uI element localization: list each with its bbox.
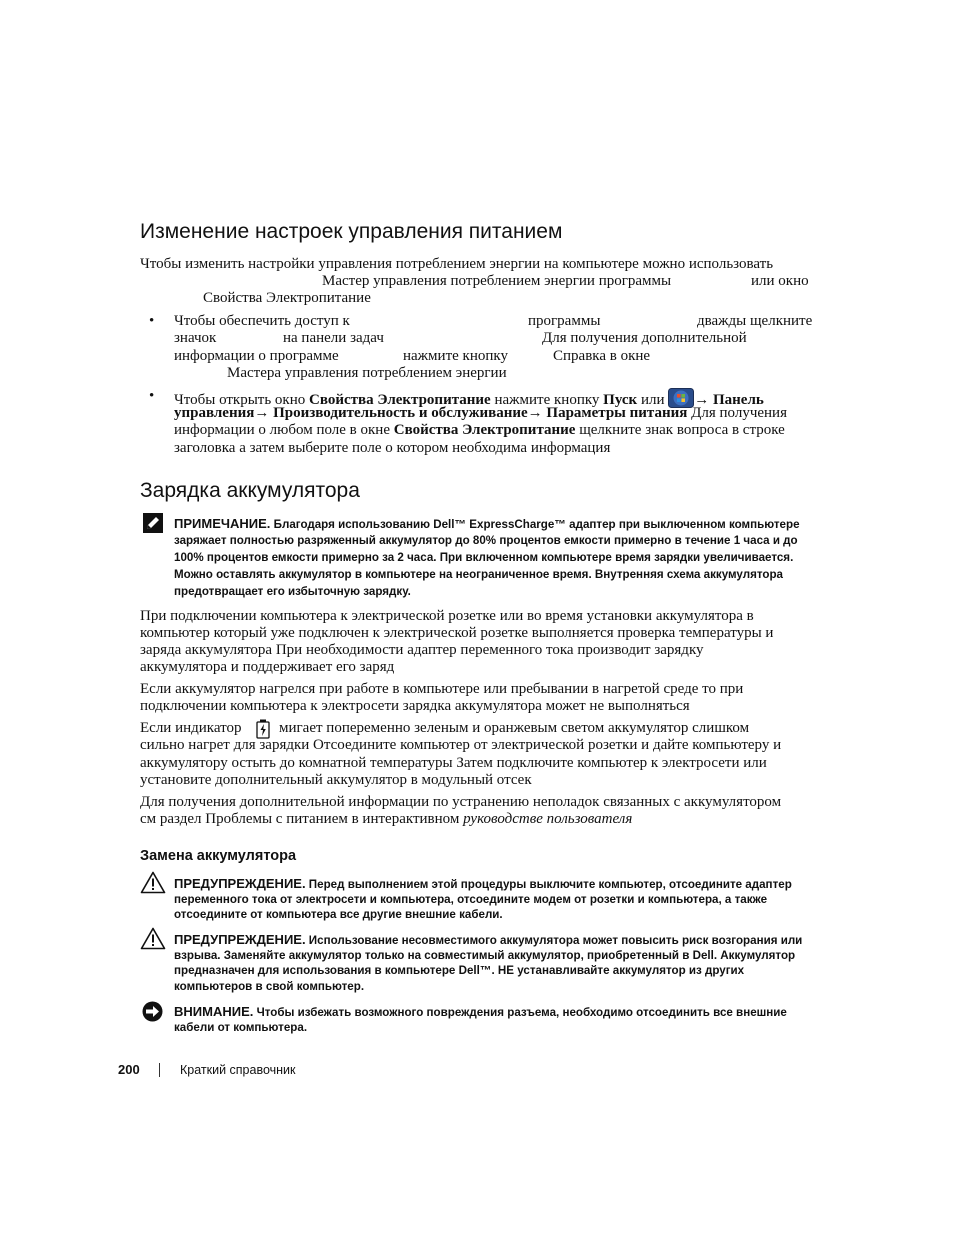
- para1-line-1: При подключении компьютера к электрической розетке или во время установки аккумулятора в: [140, 608, 754, 624]
- battery-indicator-icon: [256, 719, 270, 739]
- bullet1-line-1b: программы: [528, 313, 601, 329]
- bullet1-line-1a: Чтобы обеспечить доступ к: [174, 313, 350, 329]
- notice-line-1: ВНИМАНИЕ. Чтобы избежать возможного повреждения разъема, необходимо отсоединить все внешние: [174, 1004, 787, 1019]
- para3-line-2: сильно нагрет для зарядки Отсоедините компьютер от электрической розетки и дайте компьютеру и: [140, 737, 782, 753]
- bullet1-line-1c: дважды щелкните: [697, 313, 813, 329]
- bullet1-line-4: Мастера управления потреблением энергии: [227, 365, 507, 381]
- warning2-line-2: взрыва. Заменяйте аккумулятор только на совместимый аккумулятор, приобретенный в Dell. Аккумулятор: [174, 949, 796, 962]
- note-line-5: предотвращает его избыточную зарядку.: [174, 585, 411, 598]
- section-heading-battery-charging: Зарядка аккумулятора: [140, 479, 360, 502]
- intro-line-3: Свойства Электропитание: [203, 290, 371, 306]
- notice-label: ВНИМАНИЕ.: [174, 1004, 254, 1019]
- para3-line-1b: мигает попеременно зеленым и оранжевым светом аккумулятор слишком: [279, 720, 750, 736]
- note-pencil-icon: [143, 513, 163, 533]
- bullet-marker: •: [149, 388, 155, 404]
- para1-line-2: компьютер который уже подключен к электрической розетке выполняется проверка температуры и: [140, 625, 774, 641]
- notice-line-2: кабели от компьютера.: [174, 1021, 308, 1034]
- intro-line-2b: или окно: [751, 273, 809, 289]
- subsection-heading-battery-replace: Замена аккумулятора: [140, 848, 297, 864]
- note-line-1: ПРИМЕЧАНИЕ. Благодаря использованию Dell™ ExpressCharge™ адаптер при выключенном компьютере: [174, 516, 800, 531]
- warning-triangle-icon: [140, 927, 166, 950]
- para3-line-4: установите дополнительный аккумулятор в модульный отсек: [140, 772, 532, 788]
- bullet1-line-2a: значок: [174, 330, 217, 346]
- warning-label: ПРЕДУПРЕЖДЕНИЕ.: [174, 932, 306, 947]
- para2-line-2: подключении компьютера к электросети зарядка аккумулятора может не выполняться: [140, 698, 690, 714]
- para1-line-4: аккумулятора и поддерживает его заряд: [140, 659, 395, 675]
- warning2-line-4: компьютеров в свой компьютер.: [174, 980, 365, 993]
- footer-title: Краткий справочник: [180, 1063, 296, 1077]
- warning1-line-2: переменного тока от электросети и компьютера, отсоедините модем от розетки и компьютера, а также: [174, 893, 768, 906]
- section-heading-power-settings: Изменение настроек управления питанием: [140, 220, 563, 243]
- intro-line-1: Чтобы изменить настройки управления потреблением энергии на компьютере можно использовать: [140, 256, 774, 272]
- page-number: 200: [118, 1062, 140, 1077]
- bullet1-line-2c: Для получения дополнительной: [542, 330, 747, 346]
- warning-label: ПРЕДУПРЕЖДЕНИЕ.: [174, 876, 306, 891]
- warning1-line-3: отсоедините от компьютера все другие внешние кабели.: [174, 908, 503, 921]
- para1-line-3: заряда аккумулятора При необходимости адаптер переменного тока производит зарядку: [140, 642, 704, 658]
- footer-divider: [159, 1063, 160, 1077]
- bullet1-line-2b: на панели задач: [283, 330, 384, 346]
- note-label: ПРИМЕЧАНИЕ.: [174, 516, 271, 531]
- warning2-line-1: ПРЕДУПРЕЖДЕНИЕ. Использование несовместимого аккумулятора может повысить риск возгорания или: [174, 932, 803, 947]
- para3-line-3: аккумулятору остыть до комнатной температуры Затем подключите компьютер к электросети или: [140, 755, 767, 771]
- bullet2-line-4: заголовка а затем выберите поле о котором необходима информация: [174, 440, 611, 456]
- note-line-3: 100% процентов емкости примерно за 2 часа. При включенном компьютере время зарядки увеличивается.: [174, 551, 794, 564]
- bullet1-line-3a: информации о программе: [174, 348, 339, 364]
- para3-line-1a: Если индикатор: [140, 720, 242, 736]
- warning1-line-1: ПРЕДУПРЕЖДЕНИЕ. Перед выполнением этой процедуры выключите компьютер, отсоедините адаптер: [174, 876, 792, 891]
- warning2-line-3: предназначен для использования в компьютере Dell™. НЕ устанавливайте аккумулятор из других: [174, 964, 745, 977]
- warning-triangle-icon: [140, 871, 166, 894]
- bullet1-line-3b: нажмите кнопку: [403, 348, 508, 364]
- para4-line-1: Для получения дополнительной информации по устранению неполадок связанных с аккумулятором: [140, 794, 782, 810]
- bullet2-line-3: информации о любом поле в окне Свойства Электропитание щелкните знак вопроса в строке: [174, 422, 785, 438]
- bullet2-line-1: Чтобы открыть окно Свойства Электропитание нажмите кнопку Пуск или → Панель: [174, 388, 764, 410]
- bullet-marker: •: [149, 313, 155, 329]
- note-line-2: заряжает полностью разряженный аккумулятор до 80% процентов емкости примерно в течение 1 часа и до: [174, 534, 798, 547]
- note-line-4: Можно оставлять аккумулятор в компьютере на неограниченное время. Внутренняя схема аккумулятора: [174, 568, 783, 581]
- intro-line-2a: Мастер управления потреблением энергии программы: [322, 273, 672, 289]
- bullet1-line-3c: Справка в окне: [553, 348, 651, 364]
- para2-line-1: Если аккумулятор нагрелся при работе в компьютере или пребывании в нагретой среде то при: [140, 681, 744, 697]
- para4-line-2: см раздел Проблемы с питанием в интерактивном руководстве пользователя: [140, 811, 633, 827]
- bullet2-line-2: управления→ Производительность и обслуживание→ Параметры питания Для получения: [174, 405, 787, 421]
- notice-arrow-icon: [142, 1001, 163, 1022]
